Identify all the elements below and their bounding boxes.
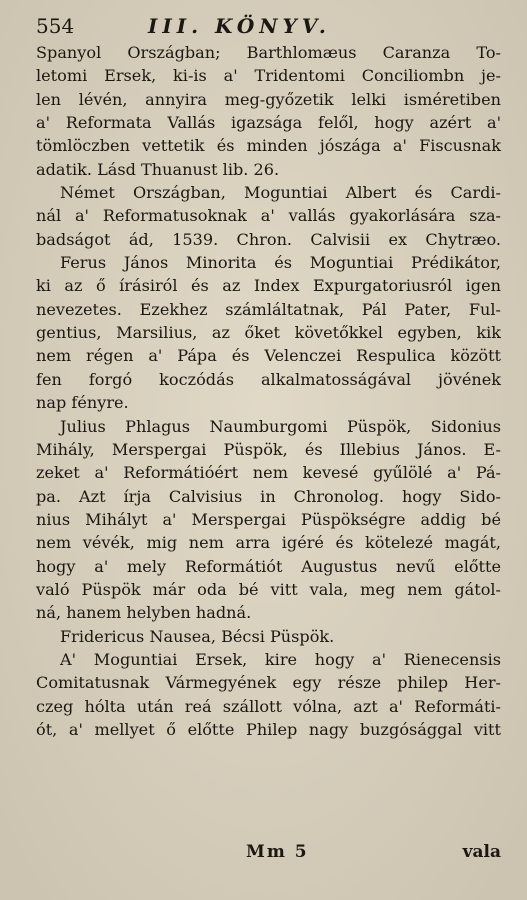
text-line: nap fényre.	[36, 393, 129, 413]
text-line: Német Országban, Moguntiai Albert és Cardi-	[60, 183, 501, 203]
text-line: ót, a' mellyet ő előtte Philep nagy buzgósággal vitt	[36, 719, 501, 739]
text-line: A' Moguntiai Ersek, kire hogy a' Rienecensis	[60, 649, 501, 669]
running-title: III. KÖNYV.	[148, 14, 331, 38]
signature-mark: Mm 5	[246, 842, 309, 862]
text-line: a' Reformata Vallás igazsága felől, hogy azért a'	[36, 113, 501, 133]
text-line: ki az ő írásiról és az Index Expurgatoriusról igen	[36, 276, 501, 296]
text-line: nevezetes. Ezekhez számláltatnak, Pál Pater, Ful-	[36, 299, 501, 319]
text-line: len lévén, annyira meg-győzetik lelki isméretiben	[36, 89, 501, 109]
text-line: ná, hanem helyben hadná.	[36, 603, 252, 623]
catchword: vala	[462, 842, 501, 862]
text-line: czeg hólta után reá szállott vólna, azt a' Reformáti-	[36, 696, 501, 716]
text-line: nál a' Reformatusoknak a' vallás gyakorlására sza-	[36, 206, 501, 226]
text-line: nius Mihályt a' Merspergai Püspökségre addig bé	[36, 509, 501, 529]
text-line: zeket a' Reformátióért nem kevesé gyűlölé a' Pá-	[36, 463, 501, 483]
text-line: Comitatusnak Vármegyének egy része philep Her-	[36, 673, 501, 693]
text-line: adatik. Lásd Thuanust lib. 26.	[36, 159, 280, 179]
text-line: tömlöczben vettetik és minden jószága a' Fiscusnak	[36, 136, 501, 156]
text-line: Julius Phlagus Naumburgomi Püspök, Sidonius	[60, 416, 501, 436]
page-header	[36, 14, 501, 44]
page-number: 554	[36, 14, 75, 38]
text-line: nem régen a' Pápa és Velenczei Respulica között	[36, 346, 501, 366]
body-text	[36, 41, 501, 741]
text-line: nem vévék, mig nem arra igéré és kötelezé magát,	[36, 533, 501, 553]
text-line: hogy a' mely Reformátiót Augustus nevű előtte	[36, 556, 501, 576]
text-line: Ferus János Minorita és Moguntiai Prédikátor,	[60, 253, 501, 273]
text-line: badságot ád, 1539. Chron. Calvisii ex Chytræo.	[36, 229, 501, 249]
text-line: pa. Azt írja Calvisius in Chronolog. hogy Sido-	[36, 486, 501, 506]
text-line: gentius, Marsilius, az őket követőkkel egyben, kik	[36, 323, 501, 343]
text-line: fen forgó koczódás alkalmatosságával jövének	[36, 369, 501, 389]
text-line: Mihály, Merspergai Püspök, és Illebius János. E-	[36, 439, 501, 459]
text-line: való Püspök már oda bé vitt vala, meg nem gátol-	[36, 579, 501, 599]
text-line: Spanyol Országban; Barthlomæus Caranza To-	[36, 43, 501, 62]
text-line: letomi Ersek, ki-is a' Tridentomi Conciliombn je-	[36, 66, 501, 86]
page-footer	[36, 842, 501, 872]
text-line: Fridericus Nausea, Bécsi Püspök.	[60, 626, 335, 646]
